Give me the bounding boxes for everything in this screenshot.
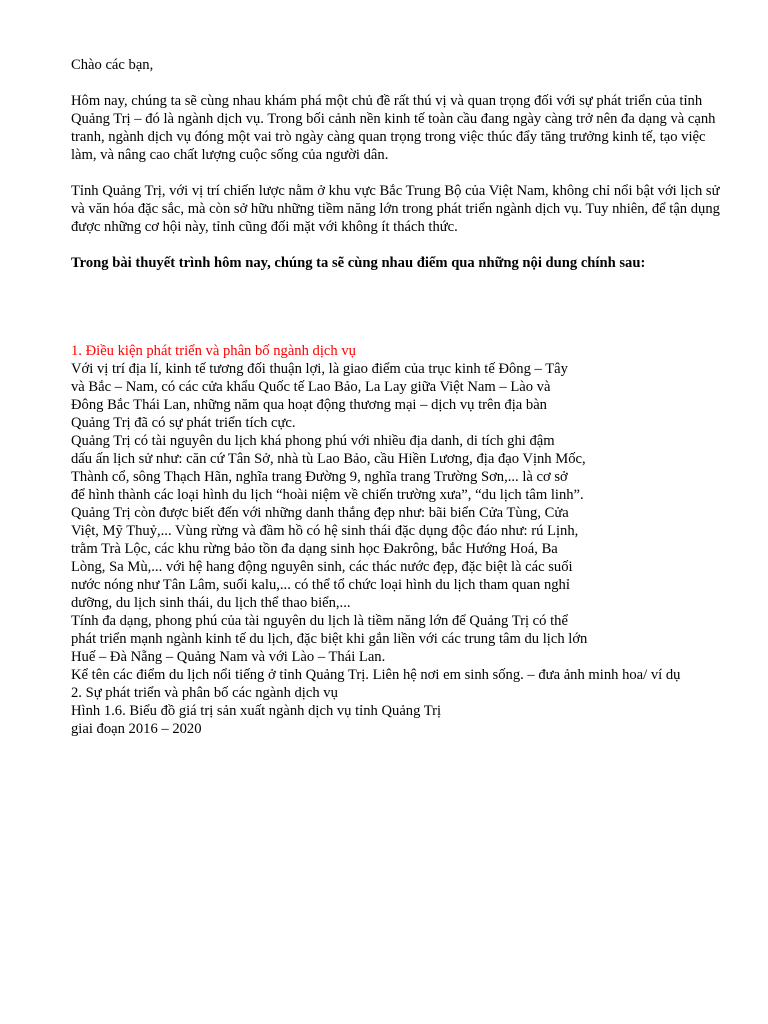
intro-paragraph-2: Tỉnh Quảng Trị, với vị trí chiến lược nằm ở khu vực Bắc Trung Bộ của Việt Nam, không chỉ nổi bật với lịch sử và văn hóa đặc sắc, mà còn sở hữu những tiềm năng lớn trong phát triển ngành dịch vụ. Tuy nhiên, để tận dụng được những cơ hội này, tỉnh cũng đối mặt với không ít thách thức.: [71, 183, 720, 235]
section-1-line: Huế – Đà Nẵng – Quảng Nam và với Lào – Thái Lan.: [71, 649, 386, 665]
section-1-line: Thành cổ, sông Thạch Hãn, nghĩa trang Đường 9, nghĩa trang Trường Sơn,... là cơ sở: [71, 469, 568, 485]
section-1-line: Đông Bắc Thái Lan, những năm qua hoạt động thương mại – dịch vụ trên địa bàn: [71, 397, 547, 413]
intro-block: [71, 56, 731, 290]
section-1-line: nước nóng như Tân Lâm, suối kalu,... có thể tổ chức loại hình du lịch tham quan nghỉ: [71, 577, 570, 593]
section-1-line: và Bắc – Nam, có các cửa khẩu Quốc tế Lao Bảo, La Lay giữa Việt Nam – Lào và: [71, 379, 551, 395]
agenda-intro: Trong bài thuyết trình hôm nay, chúng ta sẽ cùng nhau điểm qua những nội dung chính sau:: [71, 255, 646, 271]
section-2-heading: 2. Sự phát triển và phân bố các ngành dịch vụ: [71, 685, 338, 701]
section-1-line: Quảng Trị còn được biết đến với những danh thắng đẹp như: bãi biển Cửa Tùng, Cửa: [71, 505, 569, 521]
section-1-line: Kể tên các điểm du lịch nổi tiếng ở tỉnh Quảng Trị. Liên hệ nơi em sinh sống. – đưa ảnh minh hoa/ ví dụ: [71, 667, 681, 683]
section-1-line: Việt, Mỹ Thuỷ,... Vùng rừng và đầm hồ có hệ sinh thái đặc dụng độc đáo như: rú Lịnh,: [71, 523, 579, 539]
section-1-heading: 1. Điều kiện phát triển và phân bố ngành dịch vụ: [71, 343, 356, 359]
section-1-line: Quảng Trị có tài nguyên du lịch khá phong phú với nhiều địa danh, di tích ghi đậm: [71, 433, 555, 449]
section-1-line: trằm Trà Lộc, các khu rừng bảo tồn đa dạng sinh học Đakrông, bắc Hướng Hoá, Ba: [71, 541, 558, 557]
section-1-line: dấu ấn lịch sử như: căn cứ Tân Sở, nhà tù Lao Bảo, cầu Hiền Lương, địa đạo Vịnh Mốc,: [71, 451, 586, 467]
section-1-line: Quảng Trị đã có sự phát triển tích cực.: [71, 415, 296, 431]
section-1-line: dưỡng, du lịch sinh thái, du lịch thể thao biển,...: [71, 595, 351, 611]
section-1-line: phát triển mạnh ngành kinh tế du lịch, đặc biệt khi gắn liền với các trung tâm du lịch lớn: [71, 631, 588, 647]
section-1-line: Tính đa dạng, phong phú của tài nguyên du lịch là tiềm năng lớn để Quảng Trị có thể: [71, 613, 568, 629]
intro-paragraph-1: Hôm nay, chúng ta sẽ cùng nhau khám phá một chủ đề rất thú vị và quan trọng đối với sự phát triển của tỉnh Quảng Trị – đó là ngành dịch vụ. Trong bối cảnh nền kinh tế toàn cầu đang ngày càng trở nên đa dạng và cạnh tranh, ngành dịch vụ đóng một vai trò ngày càng quan trọng trong việc thúc đẩy tăng trưởng kinh tế, tạo việc làm, và nâng cao chất lượng cuộc sống của người dân.: [71, 93, 716, 163]
figure-caption-line: giai đoạn 2016 – 2020: [71, 721, 202, 737]
section-1-line: để hình thành các loại hình du lịch “hoài niệm về chiến trường xưa”, “du lịch tâm linh”.: [71, 487, 584, 503]
section-1-line: Với vị trí địa lí, kinh tế tương đối thuận lợi, là giao điểm của trục kinh tế Đông – Tây: [71, 361, 568, 377]
sections-block: [71, 342, 691, 738]
greeting: Chào các bạn,: [71, 57, 154, 73]
section-1-line: Lòng, Sa Mù,... với hệ hang động nguyên sinh, các thác nước đẹp, đặc biệt là các suối: [71, 559, 573, 575]
figure-caption-line: Hình 1.6. Biểu đồ giá trị sản xuất ngành dịch vụ tỉnh Quảng Trị: [71, 703, 442, 719]
